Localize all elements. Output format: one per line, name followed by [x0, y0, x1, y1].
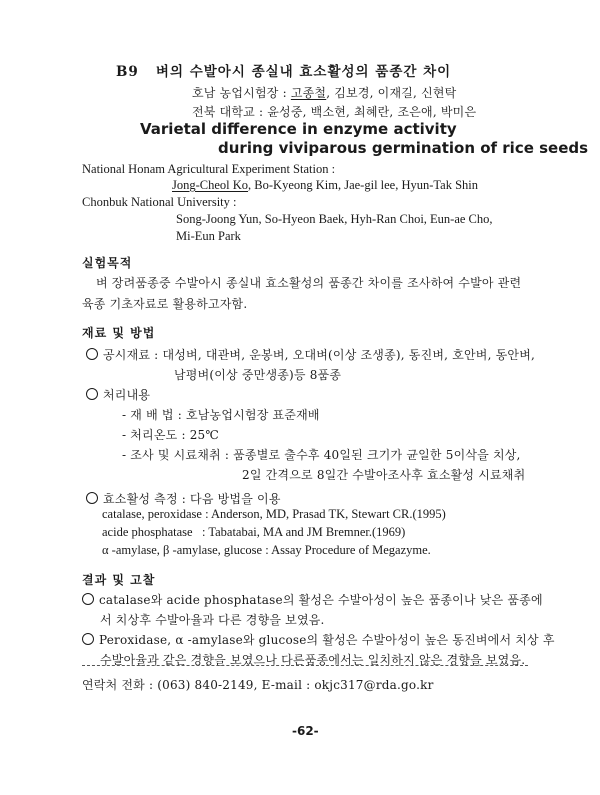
authors-en-2: Song-Joong Yun, So-Hyeon Baek, Hyh-Ran Choi, Eun-ae Cho,: [176, 212, 493, 226]
result-1-line2: 서 치상후 수발아율과 다른 경향을 보였음.: [100, 613, 325, 627]
circle-bullet-icon: [86, 388, 98, 400]
institution-ko-1: 호남 농업시험장 :: [192, 86, 291, 100]
materials-item: 공시재료 : 대성벼, 대관벼, 운봉벼, 오대벼(이상 조생종), 동진벼, 호안벼, 동안벼,: [86, 346, 535, 363]
treatment-item: 처리내용: [86, 386, 150, 403]
circle-bullet-icon: [82, 593, 94, 605]
title-korean-line: [116, 60, 451, 80]
circle-bullet-icon: [82, 633, 94, 645]
objective-text-1: 벼 장려품종중 수발아시 종실내 효소활성의 품종간 차이를 조사하여 수발아 관련: [96, 276, 522, 290]
institution-en-1: National Honam Agricultural Experiment Station :: [82, 162, 336, 176]
result-2-line2: 수발아율과 같은 경향을 보였으나 다른품종에서는 일치하지 않은 경향을 보였음.: [100, 653, 526, 667]
sampling-text-2: 2일 간격으로 8일간 수발아조사후 효소활성 시료채취: [242, 468, 526, 482]
authors-ko-line2: 전북 대학교 : 윤성중, 백소현, 최혜란, 조은애, 박미은: [192, 105, 477, 119]
title-english-line2: during viviparous germination of rice seeds: [218, 139, 589, 157]
lead-author-en: Jong-Cheol Ko: [172, 178, 249, 192]
title-korean: 벼의 수발아시 종실내 효소활성의 품종간 차이: [155, 64, 452, 80]
title-english-line1: Varietal difference in enzyme activity: [140, 120, 457, 138]
institution-en-2: Chonbuk National University :: [82, 195, 237, 209]
materials-text-2: 남평벼(이상 중만생종)등 8품종: [174, 368, 342, 382]
authors-en-3: Mi-Eun Park: [176, 229, 241, 243]
contact-info: 연락처 전화 : (063) 840-2149, E-mail : okjc317@rda.go.kr: [82, 678, 434, 692]
authors-ko-1: , 김보경, 이재길, 신현탁: [326, 86, 457, 100]
abstract-code: B9: [116, 64, 139, 80]
authors-en-1: Jong-Cheol Ko, Bo-Kyeong Kim, Jae-gil lee, Hyun-Tak Shin: [172, 178, 479, 192]
enzyme-method-2: acide phosphatase : Tabatabai, MA and JM Bremner.(1969): [102, 525, 406, 539]
cultivation-text: - 재 배 법 : 호남농업시험장 표준재배: [122, 408, 320, 422]
dashed-divider: [82, 665, 528, 666]
enzyme-method-3: α -amylase, β -amylase, glucose : Assay Procedure of Megazyme.: [102, 543, 431, 557]
page-number: -62-: [292, 724, 319, 738]
objective-heading: 실험목적: [82, 256, 133, 270]
result-1-line1: catalase와 acide phosphatase의 활성은 수발아성이 높은 품종이나 낮은 품종에: [82, 591, 543, 608]
circle-bullet-icon: [86, 492, 98, 504]
authors-ko-line1: [192, 84, 456, 101]
enzyme-item: 효소활성 측정 : 다음 방법을 이용: [86, 490, 281, 507]
results-heading: 결과 및 고찰: [82, 573, 156, 587]
objective-text-2: 육종 기초자료로 활용하고자함.: [82, 297, 248, 311]
temperature-text: - 처리온도 : 25℃: [122, 428, 220, 442]
sampling-text-1: - 조사 및 시료채취 : 품종별로 출수후 40일된 크기가 균일한 5이삭을 치상,: [122, 448, 521, 462]
circle-bullet-icon: [86, 348, 98, 360]
result-2-line1: Peroxidase, α -amylase와 glucose의 활성은 수발아성이 높은 동진벼에서 치상 후: [82, 631, 555, 648]
lead-author-ko: 고종철: [290, 86, 327, 100]
enzyme-method-1: catalase, peroxidase : Anderson, MD, Prasad TK, Stewart CR.(1995): [102, 507, 446, 521]
methods-heading: 재료 및 방법: [82, 326, 156, 340]
